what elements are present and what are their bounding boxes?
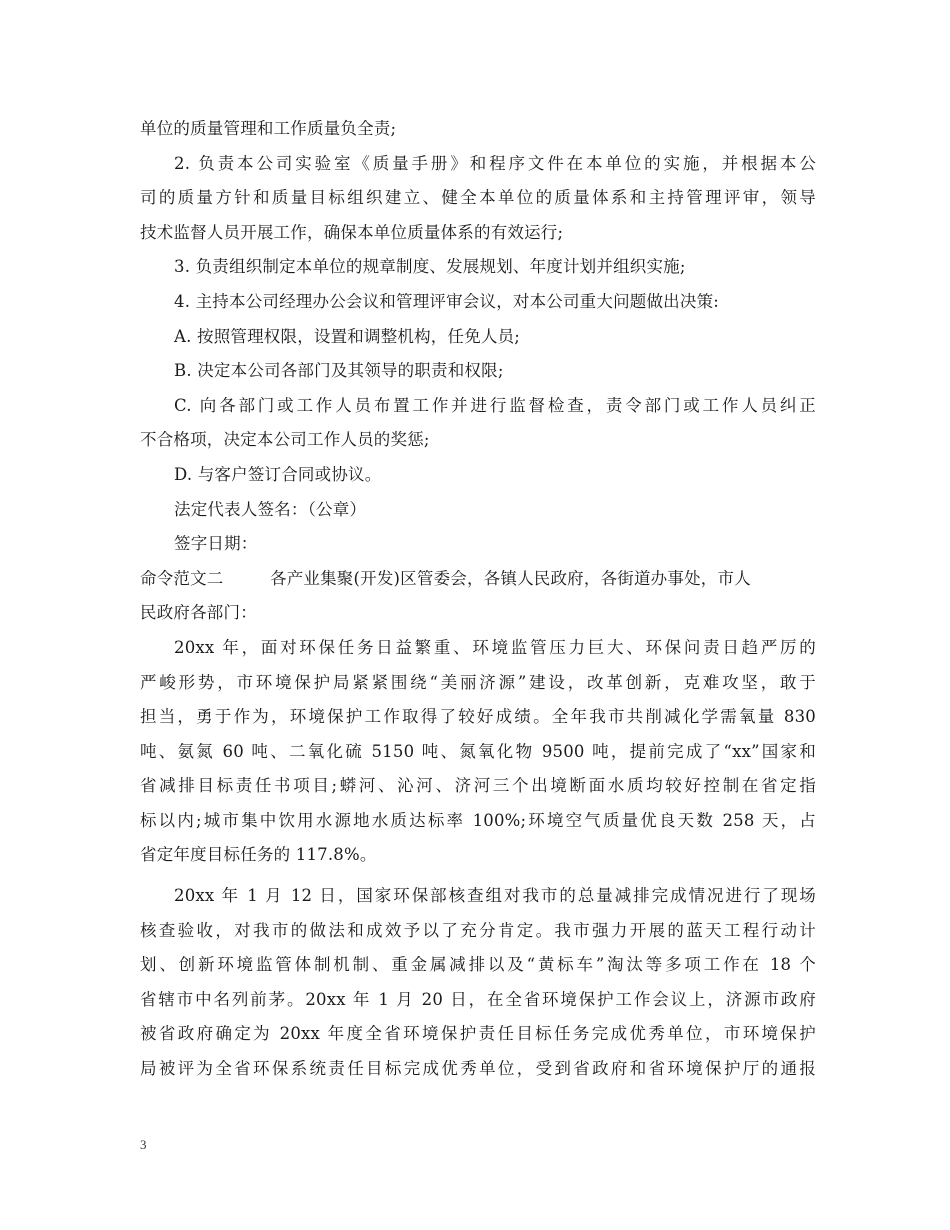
paragraph-line: 局被评为全省环保系统责任目标完成优秀单位，受到省政府和省环境保护厅的通报 bbox=[140, 1059, 816, 1079]
list-item: 3. 负责组织制定本单位的规章制度、发展规划、年度计划并组织实施; bbox=[174, 257, 686, 277]
paragraph-line: 省辖市中名列前茅。20xx 年 1 月 20 日，在全省环境保护工作会议上，济源市政府 bbox=[140, 989, 816, 1009]
paragraph-line: 吨、氨氮 60 吨、二氧化硫 5150 吨、氮氧化物 9500 吨，提前完成了“xx”国家和 bbox=[140, 741, 816, 761]
paragraph-line: 被省政府确定为 20xx 年度全省环境保护责任目标任务完成优秀单位，市环境保护 bbox=[140, 1024, 816, 1044]
text-line: 司的质量方针和质量目标组织建立、健全本单位的质量体系和主持管理评审，领导 bbox=[140, 188, 816, 208]
paragraph-line: 担当，勇于作为，环境保护工作取得了较好成绩。全年我市共削减化学需氧量 830 bbox=[140, 707, 816, 727]
list-item: 4. 主持本公司经理办公会议和管理评审会议，对本公司重大问题做出决策: bbox=[174, 291, 720, 311]
sub-list-item: C. 向各部门或工作人员布置工作并进行监督检查，责令部门或工作人员纠正 bbox=[174, 395, 816, 415]
text-line: 不合格项，决定本公司工作人员的奖惩; bbox=[140, 430, 430, 450]
paragraph-line: 核查验收，对我市的做法和成效予以了充分肯定。我市强力开展的蓝天工程行动计 bbox=[140, 920, 816, 940]
paragraph-line: 标以内;城市集中饮用水源地水质达标率 100%;环境空气质量优良天数 258 天，占 bbox=[140, 810, 816, 830]
paragraph-line: 省减排目标责任书项目;蟒河、沁河、济河三个出境断面水质均较好控制在省定指 bbox=[140, 776, 816, 796]
text-line: 2. 负责本公司实验室《质量手册》和程序文件在本单位的实施，并根据本公 bbox=[174, 153, 816, 173]
page-number: 3 bbox=[140, 1137, 147, 1152]
document-body bbox=[140, 112, 816, 1087]
paragraph-line: 20xx 年 1 月 12 日，国家环保部核查组对我市的总量减排完成情况进行了现场 bbox=[174, 886, 816, 906]
text-line: 民政府各部门： bbox=[140, 603, 257, 623]
date-line: 签字日期： bbox=[174, 534, 258, 554]
addressees: 各产业集聚(开发)区管委会，各镇人民政府，各街道办事处，市人 bbox=[270, 568, 751, 588]
paragraph-line: 严峻形势，市环境保护局紧紧围绕“美丽济源”建设，改革创新，克难攻坚，敢于 bbox=[140, 672, 816, 692]
paragraph-line: 省定年度目标任务的 117.8%。 bbox=[140, 845, 377, 865]
section-heading bbox=[140, 562, 816, 597]
sub-list-item: A. 按照管理权限，设置和调整机构，任免人员; bbox=[174, 326, 521, 346]
signature-line: 法定代表人签名：（公章） bbox=[174, 499, 367, 519]
text-line: 技术监督人员开展工作，确保本单位质量体系的有效运行; bbox=[140, 222, 564, 242]
paragraph-line: 划、创新环境监管体制机制、重金属减排以及“黄标车”淘汰等多项工作在 18 个 bbox=[140, 955, 816, 975]
sub-list-item: D. 与客户签订合同或协议。 bbox=[174, 464, 382, 484]
sub-list-item: B. 决定本公司各部门及其领导的职责和权限; bbox=[174, 361, 504, 381]
text-line: 单位的质量管理和工作质量负全责; bbox=[140, 119, 397, 138]
paragraph-line: 20xx 年，面对环保任务日益繁重、环境监管压力巨大、环保问责日趋严厉的 bbox=[174, 637, 816, 657]
section-title: 命令范文二 bbox=[140, 568, 224, 588]
